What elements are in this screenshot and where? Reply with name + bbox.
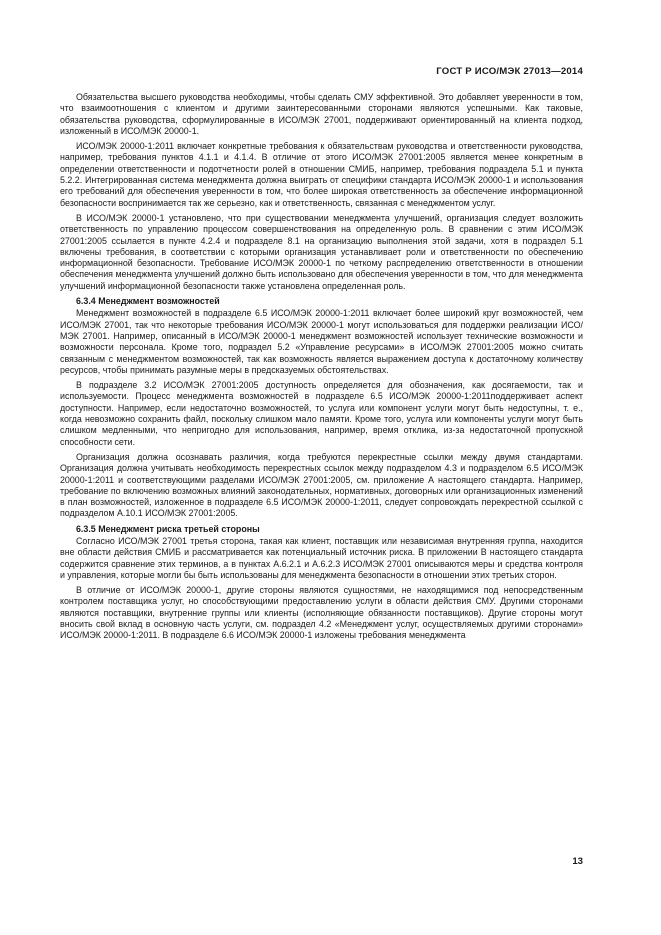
paragraph: Обязательства высшего руководства необходимы, чтобы сделать СМУ эффективной. Это добавляет уверенности в том, что взаимоотношения с клиентом и другими заинтересованными сторонами являются успешными. Как таковые, обязательства руководства, сформулированные в ИСО/МЭК 27001, поддерживают ориентированный на клиента подход, изложенный в ИСО/МЭК 20000-1. [60,92,583,136]
paragraph: Организация должна осознавать различия, когда требуются перекрестные ссылки между двумя стандартами. Организация должна учитывать необходимость перекрестных ссылок между подразделом 4.3 и подразделом 6.5 ИСО/МЭК 20000-1:2011 и соответствующими разделами ИСО/МЭК 27001:2005, см. приложение А настоящего стандарта. Например, требование по включению возможных влияний законодательных, нормативных, договорных или организационных изменений в план возможностей, изложенное в подразделе 6.5 ИСО/МЭК 20000-1:2011, следует сопровождать перекрестной ссылкой с подразделом А.10.1 ИСО/МЭК 27001:2005. [60,451,583,519]
page-number: 13 [572,856,583,867]
document-header: ГОСТ Р ИСО/МЭК 27013—2014 [436,66,583,77]
paragraph: В подразделе 3.2 ИСО/МЭК 27001:2005 доступность определяется для обозначения, как досягаемости, так и используемости. Процесс менеджмента возможностей в подразделе 6.5 ИСО/МЭК 20000-1:2011поддерживает аспект доступности. Например, если недостаточно возможностей, то услуга или компонент услуги могут быть недоступны, т. е., когда невозможно сохранить файл, поскольку слишком мало памяти. Кроме того, услуга или компоненты услуги могут быть слишком медленными, что непригодно для использования, например, время отклика, из-за недостаточной пропускной способности сети. [60,380,583,447]
paragraph: В отличие от ИСО/МЭК 20000-1, другие стороны являются сущностями, не находящимися под непосредственным контролем поставщика услуг, но способствующими предоставлению услуги в области действия СМУ. Другими сторонами являются поставщики, внутренние группы или клиенты (исполняющие обязанности поставщиков). Другие стороны могут вносить свой вклад в основную часть услуги, см. подраздел 4.2 «Менеджмент услуг, осуществляемых другими сторонами» ИСО/МЭК 20000-1:2011. В подразделе 6.6 ИСО/МЭК 20000-1 изложены требования менеджмента [60,585,583,641]
section-heading: 6.3.4 Менеджмент возможностей [76,296,220,307]
paragraph: Согласно ИСО/МЭК 27001 третья сторона, такая как клиент, поставщик или независимая внутренняя группа, находится вне области действия СМИБ и рассматривается как потенциальный источник риска. В приложении В настоящего стандарта содержится сравнение этих терминов, а в пунктах А.6.2.1 и А.6.2.3 ИСО/МЭК 27001 описываются меры и средства контроля и управления, которые могли бы быть использованы для менеджмента безопасности в отношении этих третьих сторон. [60,535,583,580]
document-body [60,92,583,646]
paragraph: В ИСО/МЭК 20000-1 установлено, что при существовании менеджмента улучшений, организация следует возложить ответственность по управлению процессом совершенствования на определенную роль. В сравнении с этим ИСО/МЭК 27001:2005 ссылается в пункте 4.2.4 и подразделе 8.1 на организацию выполнения этой задачи, хотя в подраздел 5.1 включены требования, в соответствии с которыми организация устанавливает роли и ответственности по обеспечению информационной безопасности. Требование ИСО/МЭК 20000-1 по четкому распределению ответственности в отношении обеспечения менеджмента улучшений должно быть использовано для обеспечения уверенности в том, что для менеджмента улучшений информационной безопасности также установлена определенная роль. [60,212,583,291]
paragraph: Менеджмент возможностей в подразделе 6.5 ИСО/МЭК 20000-1:2011 включает более широкий круг возможностей, чем ИСО/МЭК 27001, так что некоторые требования ИСО/МЭК 20000-1 могут использоваться для поддержки реализации ИСО/МЭК 27001. Например, описанный в ИСО/МЭК 20000-1 менеджмент возможностей использует технические возможности и возможности персонала. Кроме того, подраздел 5.2 «Управление ресурсами» в ИСО/МЭК 27001:2005 можно считать связанным с менеджментом возможностей, так как возможность является выражением доступа к достаточному количеству ресурсов, чтобы принимать разумные меры в предсказуемых обстоятельствах. [60,308,583,375]
paragraph: ИСО/МЭК 20000-1:2011 включает конкретные требования к обязательствам руководства и ответственности руководства, например, требования пунктов 4.1.1 и 4.1.4. В отличие от этого ИСО/МЭК 27001:2005 является менее конкретным в определении ответственности и подотчетности ролей в отношении СМИБ, например, требования подраздела 5.1 и пункта 5.2.2. Интегрированная система менеджмента должна выиграть от специфики стандарта ИСО/МЭК 20000-1 и использования его требований для обеспечения уверенности в том, что более широкая ответственность за обеспечение информационной безопасности воспринимается так же серьезно, как и ответственность, связанная с менеджментом услуг. [60,141,583,208]
section-heading: 6.3.5 Менеджмент риска третьей стороны [76,523,260,534]
